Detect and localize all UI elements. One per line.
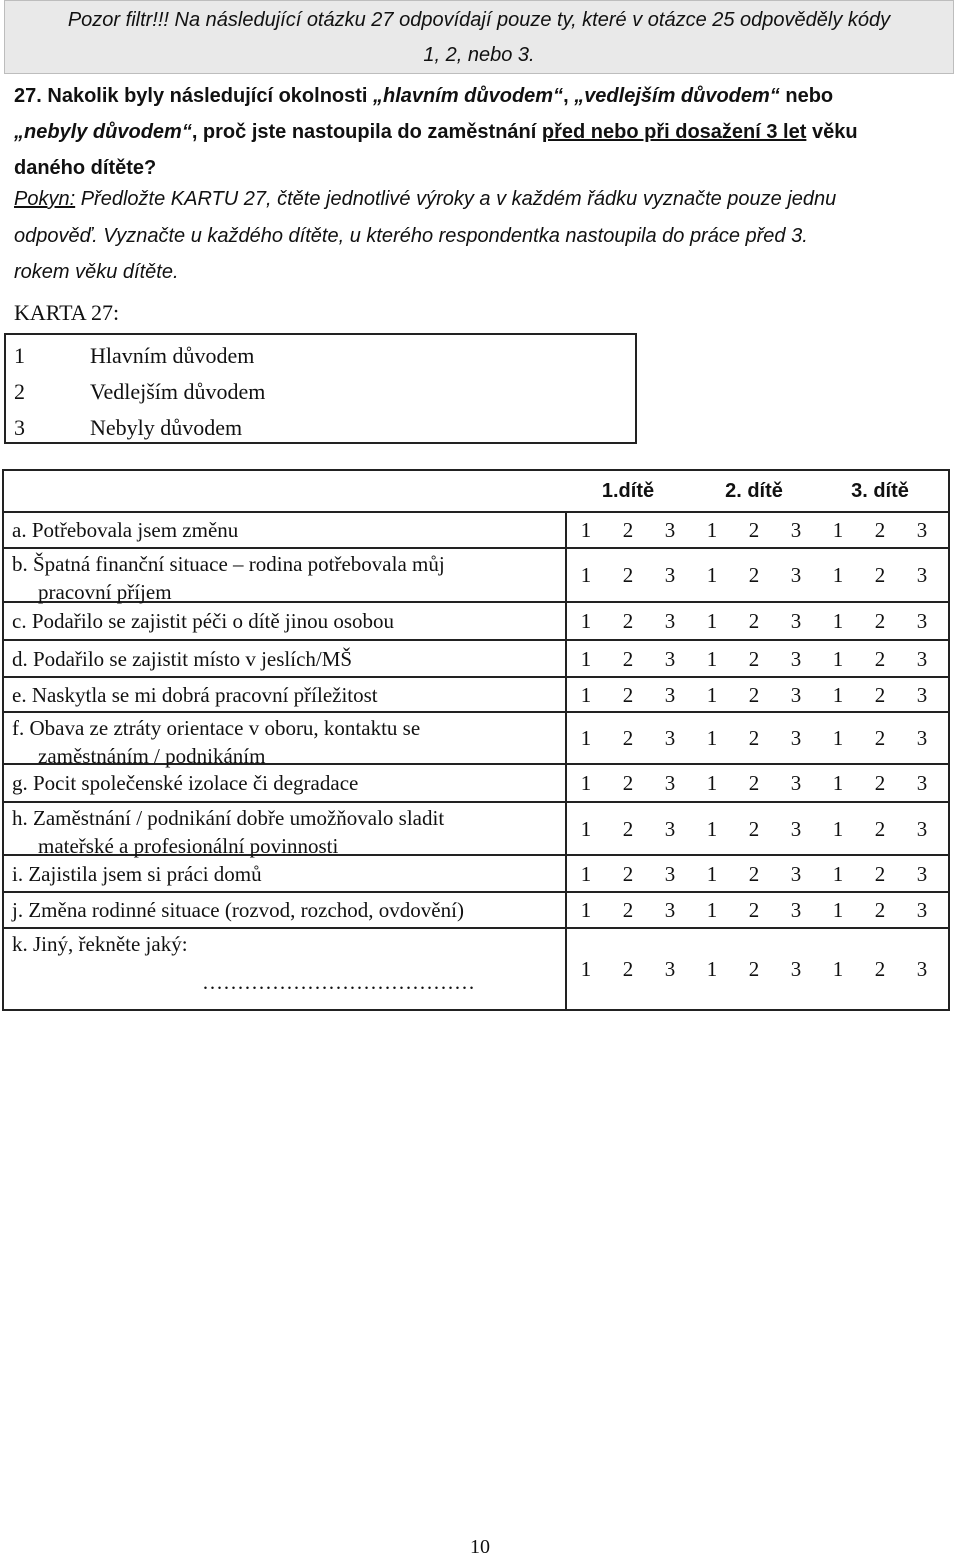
table-rule <box>3 711 949 713</box>
answer-code: 3 <box>664 609 676 633</box>
answer-code: 2 <box>874 957 886 981</box>
answer-code: 2 <box>622 898 634 922</box>
card-item-label: Nebyly důvodem <box>90 415 243 440</box>
answer-code: 2 <box>622 862 634 886</box>
answer-code: 2 <box>748 862 760 886</box>
table-rule <box>3 547 949 549</box>
answer-code: 1 <box>832 726 844 750</box>
answer-code: 3 <box>916 957 928 981</box>
answer-code: 3 <box>664 647 676 671</box>
question-text-part3: , proč jste nastoupila do zaměstnání <box>191 121 542 143</box>
answer-code: 3 <box>664 726 676 750</box>
card-item-label: Vedlejším důvodem <box>90 379 266 404</box>
answer-code: 1 <box>706 898 718 922</box>
answer-table <box>3 470 949 1010</box>
question-text-part5: daného dítěte? <box>14 157 157 179</box>
column-header: 1.dítě <box>601 480 655 502</box>
answer-code: 2 <box>874 862 886 886</box>
answer-code: 1 <box>580 957 592 981</box>
instruction-label: Pokyn: <box>14 188 76 210</box>
answer-code: 1 <box>832 771 844 795</box>
answer-code: 1 <box>706 817 718 841</box>
answer-code: 2 <box>874 817 886 841</box>
row-label-line1: a. Potřebovala jsem změnu <box>12 518 239 542</box>
answer-code: 1 <box>580 647 592 671</box>
answer-code: 1 <box>706 771 718 795</box>
answer-code: 2 <box>748 647 760 671</box>
filter-note <box>4 0 954 74</box>
card-item-code: 3 <box>14 415 25 440</box>
table-rule <box>3 676 949 678</box>
answer-code: 1 <box>832 518 844 542</box>
answer-code: 1 <box>832 609 844 633</box>
question-separator: , <box>563 85 575 107</box>
card-title: KARTA 27: <box>14 300 120 325</box>
answer-code: 1 <box>580 518 592 542</box>
row-label-line2: ………………………………… <box>202 970 475 994</box>
table-rule <box>3 891 949 893</box>
table-row-label <box>12 681 564 709</box>
answer-code: 1 <box>832 563 844 587</box>
question-text-part1: Nakolik byly následující okolnosti <box>47 85 374 107</box>
answer-code: 2 <box>622 683 634 707</box>
table-row-label <box>12 607 564 635</box>
row-label-line1: f. Obava ze ztráty orientace v oboru, kontaktu se <box>12 716 421 740</box>
table-row-label <box>12 896 564 924</box>
row-label-line1: j. Změna rodinné situace (rozvod, rozchod, ovdovění) <box>12 898 464 922</box>
row-label-line1: b. Špatná finanční situace – rodina potřebovala můj <box>12 552 445 576</box>
answer-code: 1 <box>706 563 718 587</box>
answer-code: 2 <box>874 726 886 750</box>
card-item <box>14 379 265 405</box>
answer-code: 2 <box>622 563 634 587</box>
card-box <box>4 333 637 444</box>
table-border-left <box>2 469 4 1011</box>
answer-code: 3 <box>916 726 928 750</box>
answer-code: 3 <box>790 683 802 707</box>
answer-code: 3 <box>790 647 802 671</box>
answer-code: 1 <box>706 647 718 671</box>
answer-code: 1 <box>580 817 592 841</box>
table-rule <box>3 1009 949 1011</box>
answer-code: 2 <box>622 726 634 750</box>
answer-code: 2 <box>622 647 634 671</box>
filter-note-line1: Pozor filtr!!! Na následující otázku 27 odpovídají pouze ty, které v otázce 25 odpověděly kódy <box>67 9 891 31</box>
answer-code: 2 <box>748 898 760 922</box>
answer-code: 2 <box>874 771 886 795</box>
answer-code: 1 <box>580 609 592 633</box>
answer-code: 3 <box>664 817 676 841</box>
answer-code: 1 <box>706 862 718 886</box>
answer-code: 3 <box>916 518 928 542</box>
answer-code: 3 <box>916 898 928 922</box>
answer-code: 3 <box>664 957 676 981</box>
column-header: 3. dítě <box>851 480 909 502</box>
row-label-line1: g. Pocit společenské izolace či degradace <box>12 771 359 795</box>
table-rule <box>3 639 949 641</box>
answer-code: 1 <box>706 518 718 542</box>
instruction <box>14 181 950 291</box>
answer-code: 3 <box>916 563 928 587</box>
answer-code: 1 <box>580 771 592 795</box>
card-item <box>14 343 254 369</box>
answer-code: 2 <box>874 518 886 542</box>
answer-code: 1 <box>580 683 592 707</box>
card-item-label: Hlavním důvodem <box>90 343 255 368</box>
answer-code: 3 <box>790 862 802 886</box>
answer-code: 2 <box>748 518 760 542</box>
question-emph-secondary-reason: „vedlejším důvodem“ <box>574 85 780 107</box>
answer-code: 3 <box>916 817 928 841</box>
answer-code: 2 <box>874 683 886 707</box>
table-row-label <box>12 516 564 544</box>
answer-code: 3 <box>790 563 802 587</box>
row-label-line1: c. Podařilo se zajistit péči o dítě jinou osobou <box>12 609 395 633</box>
answer-code: 2 <box>622 771 634 795</box>
answer-code: 3 <box>790 609 802 633</box>
page-number: 10 <box>470 1536 490 1558</box>
answer-code: 3 <box>790 957 802 981</box>
question-underlined: před nebo při dosažení 3 let <box>541 121 807 143</box>
answer-code: 2 <box>748 957 760 981</box>
answer-code: 3 <box>664 862 676 886</box>
answer-code: 3 <box>790 518 802 542</box>
row-label-line1: i. Zajistila jsem si práci domů <box>12 862 262 886</box>
question-number: 27. <box>14 85 42 107</box>
table-row-label <box>12 714 564 770</box>
row-label-line2: zaměstnáním / podnikáním <box>38 744 266 768</box>
table-row-label <box>12 550 564 606</box>
answer-code: 1 <box>706 609 718 633</box>
table-row-label <box>12 804 564 860</box>
table-row-label <box>12 645 564 673</box>
row-label-line1: e. Naskytla se mi dobrá pracovní příležitost <box>12 683 378 707</box>
answer-code: 3 <box>664 518 676 542</box>
question-text-part4: věku <box>806 121 858 143</box>
table-label-divider <box>565 512 567 1010</box>
answer-code: 3 <box>916 647 928 671</box>
answer-code: 2 <box>874 563 886 587</box>
row-label-line1: h. Zaměstnání / podnikání dobře umožňovalo sladit <box>12 806 445 830</box>
answer-code: 2 <box>748 817 760 841</box>
answer-code: 2 <box>622 957 634 981</box>
table-border-right <box>948 469 950 1011</box>
row-label-line1: k. Jiný, řekněte jaký: <box>12 932 188 956</box>
answer-code: 3 <box>790 898 802 922</box>
answer-code: 3 <box>664 898 676 922</box>
answer-code: 1 <box>832 647 844 671</box>
row-label-line1: d. Podařilo se zajistit místo v jeslích/MŠ <box>12 647 353 671</box>
answer-code: 3 <box>916 609 928 633</box>
answer-code: 3 <box>790 771 802 795</box>
answer-code: 3 <box>916 862 928 886</box>
answer-code: 1 <box>706 957 718 981</box>
answer-code: 1 <box>832 957 844 981</box>
answer-code: 3 <box>664 683 676 707</box>
instruction-line1: Předložte KARTU 27, čtěte jednotlivé výroky a v každém řádku vyznačte pouze jednu <box>75 188 837 210</box>
table-rule <box>3 469 949 471</box>
table-row-label <box>12 769 564 797</box>
answer-code: 1 <box>580 726 592 750</box>
question-text-part2: nebo <box>779 85 834 107</box>
answer-code: 2 <box>748 726 760 750</box>
card-item <box>14 415 242 441</box>
answer-code: 2 <box>622 609 634 633</box>
answer-code: 2 <box>748 683 760 707</box>
table-rule <box>3 511 949 513</box>
answer-code: 2 <box>748 609 760 633</box>
answer-code: 1 <box>832 898 844 922</box>
answer-code: 1 <box>706 726 718 750</box>
answer-code: 2 <box>622 817 634 841</box>
table-rule <box>3 927 949 929</box>
question-27 <box>14 78 950 186</box>
answer-code: 3 <box>916 771 928 795</box>
question-emph-main-reason: „hlavním důvodem“ <box>373 85 564 107</box>
card-item-code: 1 <box>14 343 25 368</box>
filter-note-line2: 1, 2, nebo 3. <box>423 44 535 66</box>
answer-code: 1 <box>832 683 844 707</box>
column-header: 2. dítě <box>725 480 783 502</box>
answer-code: 1 <box>832 817 844 841</box>
answer-code: 1 <box>832 862 844 886</box>
row-label-line2: pracovní příjem <box>38 580 172 604</box>
instruction-line3: rokem věku dítěte. <box>14 261 179 283</box>
question-emph-not-reason: „nebyly důvodem“ <box>14 121 192 143</box>
answer-code: 1 <box>580 862 592 886</box>
table-row-label <box>12 860 564 888</box>
answer-code: 2 <box>874 647 886 671</box>
answer-code: 3 <box>790 817 802 841</box>
table-row-label <box>12 930 564 996</box>
row-label-line2: mateřské a profesionální povinnosti <box>38 834 339 858</box>
answer-code: 2 <box>874 609 886 633</box>
answer-code: 1 <box>580 898 592 922</box>
answer-code: 2 <box>748 563 760 587</box>
table-rule <box>3 801 949 803</box>
instruction-line2: odpověď. Vyznačte u každého dítěte, u kterého respondentka nastoupila do práce před 3. <box>14 224 808 247</box>
answer-code: 1 <box>706 683 718 707</box>
answer-code: 3 <box>790 726 802 750</box>
answer-code: 3 <box>664 771 676 795</box>
answer-code: 2 <box>748 771 760 795</box>
answer-code: 1 <box>580 563 592 587</box>
answer-code: 2 <box>622 518 634 542</box>
card-item-code: 2 <box>14 379 25 404</box>
answer-code: 2 <box>874 898 886 922</box>
answer-code: 3 <box>916 683 928 707</box>
answer-code: 3 <box>664 563 676 587</box>
